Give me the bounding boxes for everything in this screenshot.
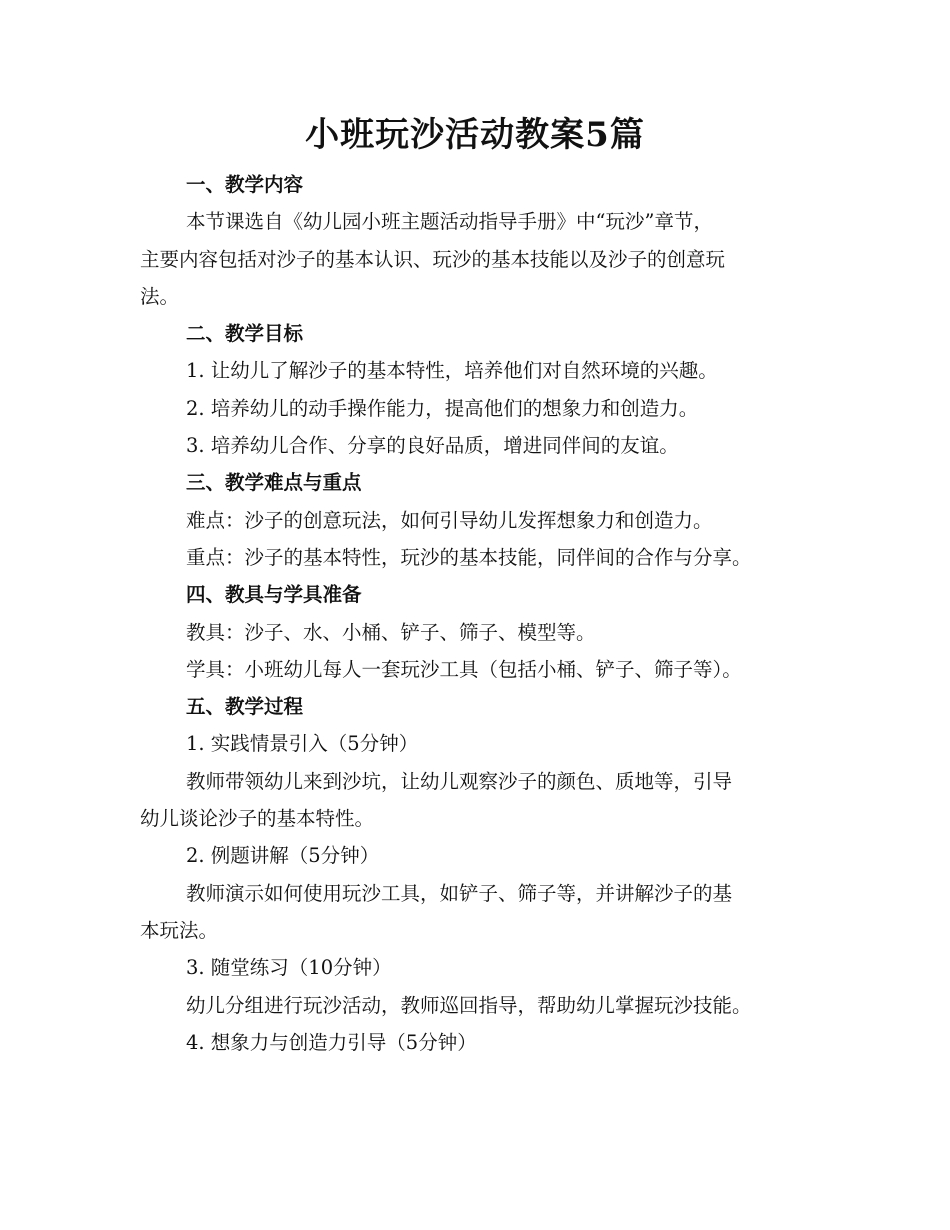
paragraph-line: 学具：小班幼儿每人一套玩沙工具（包括小桶、铲子、筛子等）。 bbox=[186, 657, 742, 681]
paragraph-line: 难点：沙子的创意玩法，如何引导幼儿发挥想象力和创造力。 bbox=[186, 508, 713, 532]
paragraph-line: 教师带领幼儿来到沙坑，让幼儿观察沙子的颜色、质地等，引导 bbox=[186, 769, 733, 793]
paragraph-line: 主要内容包括对沙子的基本认识、玩沙的基本技能以及沙子的创意玩 bbox=[140, 247, 726, 271]
paragraph-line: 3. 随堂练习（10分钟） bbox=[186, 956, 392, 980]
paragraph-line: 1. 实践情景引入（5分钟） bbox=[186, 732, 419, 756]
paragraph-line: 幼儿分组进行玩沙活动，教师巡回指导，帮助幼儿掌握玩沙技能。 bbox=[186, 993, 752, 1017]
paragraph-line: 本节课选自《幼儿园小班主题活动指导手册》中“玩沙”章节， bbox=[186, 210, 713, 234]
paragraph-line: 幼儿谈论沙子的基本特性。 bbox=[140, 807, 375, 831]
paragraph-line: 1. 让幼儿了解沙子的基本特性，培养他们对自然环境的兴趣。 bbox=[186, 359, 718, 383]
paragraph-line: 法。 bbox=[140, 284, 180, 308]
paragraph-line: 3. 培养幼儿合作、分享的良好品质，增进同伴间的友谊。 bbox=[186, 434, 679, 458]
paragraph-line: 4. 想象力与创造力引导（5分钟） bbox=[186, 1030, 477, 1054]
paragraph-line: 重点：沙子的基本特性，玩沙的基本技能，同伴间的合作与分享。 bbox=[186, 545, 752, 569]
section-heading: 一、教学内容 bbox=[186, 173, 304, 196]
section-heading: 二、教学目标 bbox=[186, 322, 304, 346]
paragraph-line: 教具：沙子、水、小桶、铲子、筛子、模型等。 bbox=[186, 620, 596, 644]
paragraph-line: 本玩法。 bbox=[140, 918, 219, 942]
paragraph-line: 2. 培养幼儿的动手操作能力，提高他们的想象力和创造力。 bbox=[186, 396, 699, 420]
document-body bbox=[140, 166, 810, 1061]
section-heading: 五、教学过程 bbox=[186, 695, 304, 719]
document-title: 小班玩沙活动教案5篇 bbox=[305, 115, 645, 155]
paragraph-line: 2. 例题讲解（5分钟） bbox=[186, 844, 380, 868]
section-heading: 四、教具与学具准备 bbox=[186, 583, 362, 607]
paragraph-line: 教师演示如何使用玩沙工具，如铲子、筛子等，并讲解沙子的基 bbox=[186, 881, 733, 905]
section-heading: 三、教学难点与重点 bbox=[186, 471, 362, 495]
